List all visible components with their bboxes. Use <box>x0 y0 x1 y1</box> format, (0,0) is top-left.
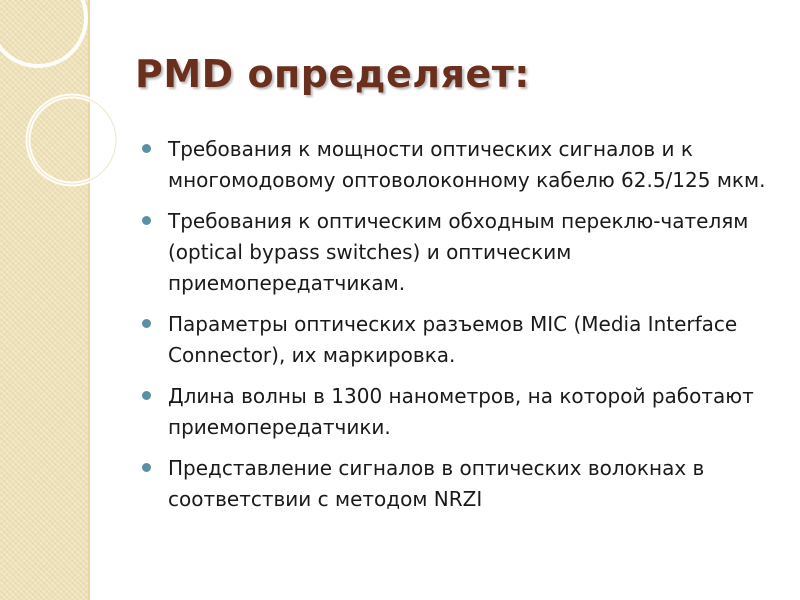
bullet-dot-icon <box>142 391 151 400</box>
bullet-text: Параметры оптических разъемов MIC (Media Interface Connector), их маркировка. <box>168 312 738 367</box>
bullet-dot-icon <box>142 144 151 153</box>
bullet-dot-icon <box>142 319 151 328</box>
bullet-dot-icon <box>142 216 151 225</box>
bullet-dot-icon <box>142 463 151 472</box>
bullet-item <box>140 453 770 515</box>
bullet-text: Представление сигналов в оптических волокнах в соответствии с методом NRZI <box>168 456 705 511</box>
bullet-text: Требования к оптическим обходным переклю-чателям (optical bypass switches) и оптическим приемопередатчикам. <box>168 209 749 295</box>
bullet-item <box>140 206 770 299</box>
bullet-text: Длина волны в 1300 нанометров, на которой работают приемопередатчики. <box>168 384 754 439</box>
bullet-item <box>140 381 770 443</box>
bullet-text: Требования к мощности оптических сигналов и к многомодовому оптоволоконному кабелю 62.5/125 мкм. <box>168 137 766 192</box>
slide-title: PMD определяет: <box>135 52 530 96</box>
bullet-item <box>140 309 770 371</box>
bullet-item <box>140 134 770 196</box>
bullet-list <box>140 134 770 525</box>
